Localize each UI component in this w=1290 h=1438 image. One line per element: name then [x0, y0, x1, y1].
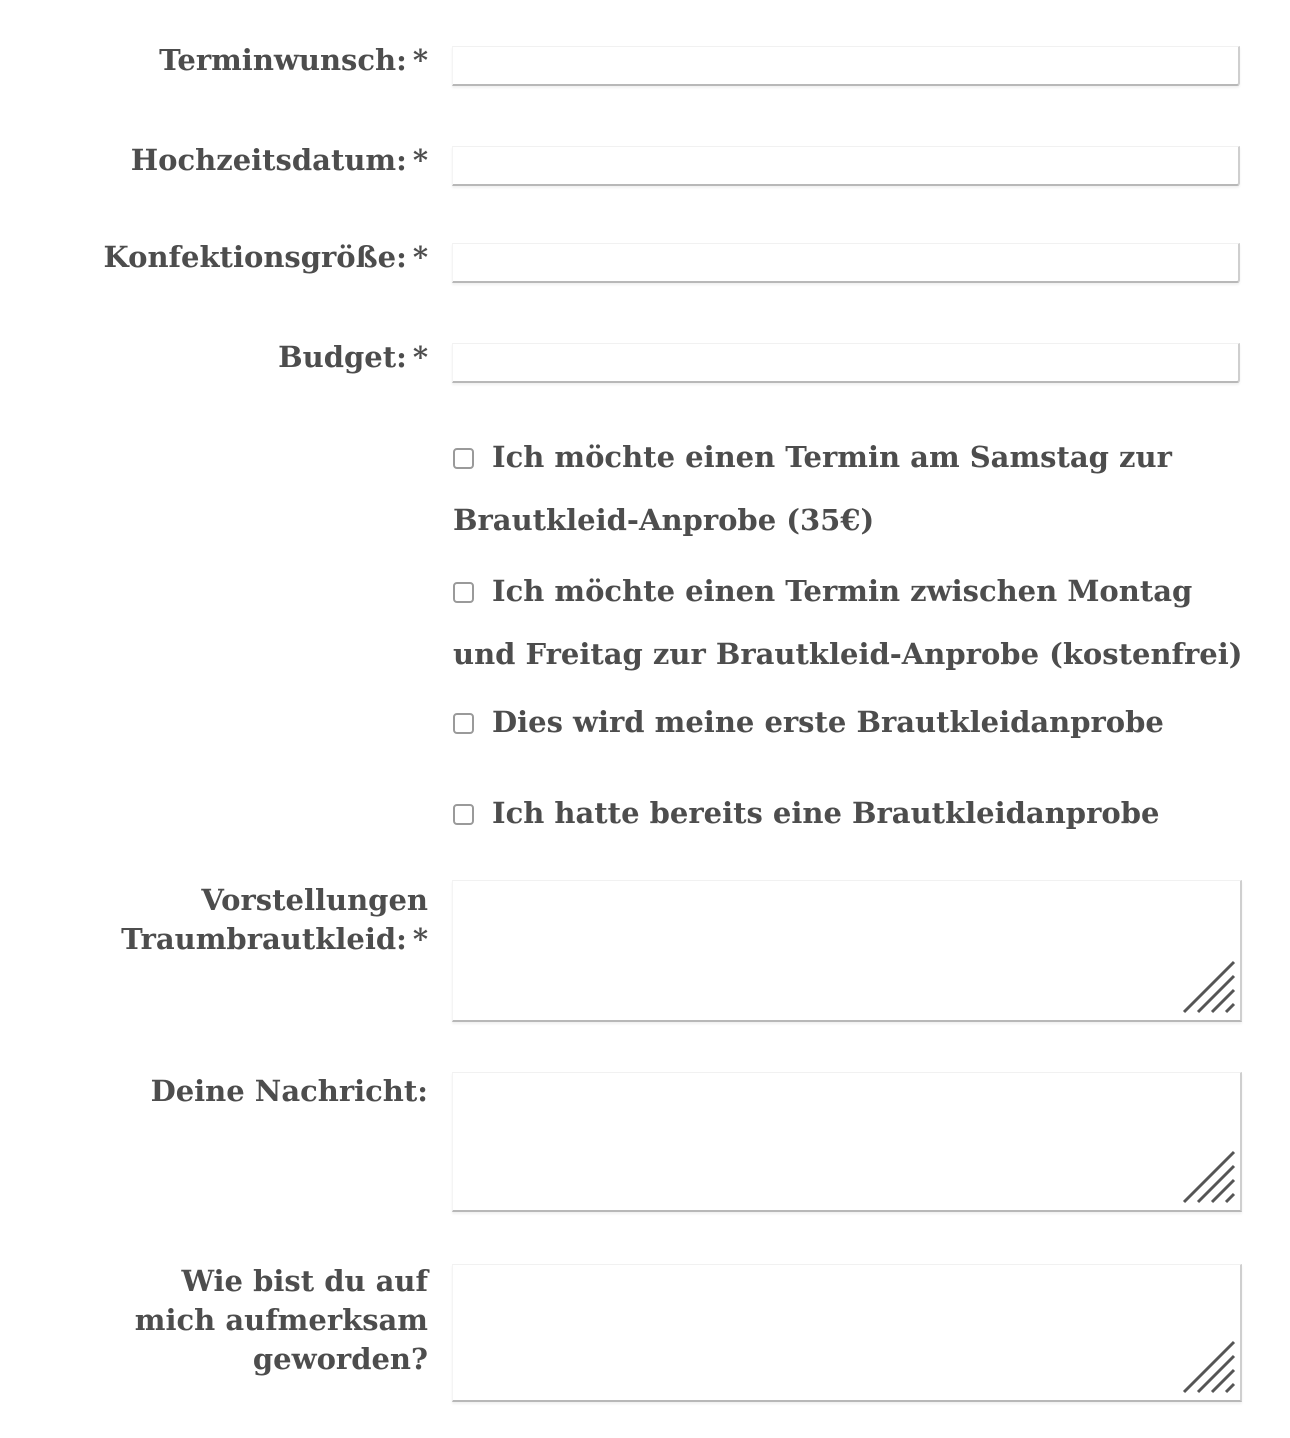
label-aufmerksam-geworden [135, 1262, 428, 1379]
aufmerksam-textarea[interactable] [452, 1264, 1242, 1402]
konfektionsgroesse-input[interactable] [452, 243, 1240, 283]
required-mark: * [412, 922, 428, 956]
label-text: Hochzeitsdatum: [130, 143, 407, 177]
checkbox-label: Ich möchte einen Termin zwischen Montag und Freitag zur Brautkleid-Anprobe (kostenfrei) [453, 574, 1243, 671]
checkbox-label: Ich hatte bereits eine Brautkleidanprobe [492, 796, 1160, 830]
terminwunsch-input[interactable] [452, 46, 1240, 86]
checkbox-erste-anprobe[interactable] [453, 713, 474, 734]
label-line: geworden? [252, 1342, 428, 1376]
label-line: mich aufmerksam [134, 1303, 428, 1337]
label-text: Terminwunsch: [159, 43, 407, 77]
checkbox-row-werktag[interactable] [453, 560, 1253, 686]
label-text: Budget: [278, 340, 407, 374]
label-hochzeitsdatum [131, 141, 428, 180]
label-text: Traumbrautkleid: [121, 922, 407, 956]
checkbox-werktag[interactable] [453, 582, 474, 603]
required-mark: * [412, 43, 428, 77]
checkbox-samstag[interactable] [453, 448, 474, 469]
required-mark: * [412, 340, 428, 374]
checkbox-row-samstag[interactable] [453, 426, 1253, 552]
label-line: Vorstellungen [201, 883, 428, 917]
resize-grip-icon[interactable] [1180, 1148, 1238, 1206]
required-mark: * [412, 143, 428, 177]
resize-grip-icon[interactable] [1180, 958, 1238, 1016]
budget-input[interactable] [452, 343, 1240, 383]
label-budget [278, 338, 428, 377]
label-line [121, 920, 428, 959]
checkbox-row-erste-anprobe[interactable] [453, 691, 1253, 754]
resize-grip-icon[interactable] [1180, 1338, 1238, 1396]
label-deine-nachricht [151, 1072, 428, 1111]
label-line: Wie bist du auf [181, 1264, 428, 1298]
required-mark: * [412, 240, 428, 274]
label-text: Konfektionsgröße: [103, 240, 407, 274]
checkbox-label: Ich möchte einen Termin am Samstag zur Brautkleid-Anprobe (35€) [453, 440, 1172, 537]
vorstellungen-textarea[interactable] [452, 880, 1242, 1022]
checkbox-bereits-anprobe[interactable] [453, 804, 474, 825]
checkbox-label: Dies wird meine erste Brautkleidanprobe [492, 705, 1164, 739]
hochzeitsdatum-input[interactable] [452, 146, 1240, 186]
label-konfektionsgroesse [104, 238, 428, 277]
nachricht-textarea[interactable] [452, 1072, 1242, 1212]
label-vorstellungen [121, 881, 428, 959]
label-line: Deine Nachricht: [150, 1074, 428, 1108]
label-terminwunsch [159, 41, 428, 80]
checkbox-row-bereits-anprobe[interactable] [453, 782, 1253, 845]
